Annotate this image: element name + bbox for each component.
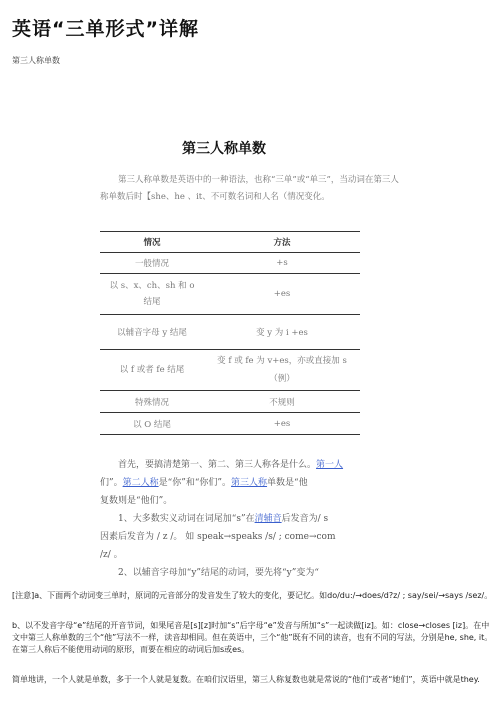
body-line: 1、大多数实义动词在词尾加“s”在清辅音后发音为/ s (118, 514, 329, 524)
table-row (100, 391, 360, 413)
table-row (100, 315, 360, 350)
link-second-person[interactable]: 第二人称 (122, 478, 159, 488)
table-cell: +s (204, 253, 360, 274)
table-row (100, 253, 360, 274)
link-third-person[interactable]: 第三人称 (231, 478, 268, 488)
table-cell: 以 O 结尾 (100, 413, 204, 435)
body-line: 首先，要搞清楚第一、第二、第三人称各是什么。第一人 (118, 460, 344, 470)
embed-intro: 第三人称单数是英语中的一种语法，也称“三单”或“单三”，当动词在第三人称单数后时【she、he 、it、不可数名词和人名（情况变化。 (100, 175, 399, 202)
body-line: 们”。第二人称是“你”和“你们”。第三人称单数是“他 (100, 478, 308, 488)
table-cell: 特殊情况 (100, 391, 204, 413)
body-line: 2、以辅音字母加“y”结尾的动词，要先将“y”变为“ (118, 568, 319, 578)
embedded-document-image (100, 130, 399, 590)
embed-body (100, 456, 360, 582)
note-paragraph-1: [注意]a、下面两个动词变三单时，原词的元音部分的发音发生了较大的变化，要记忆。如do/du:/→does/d?z/ ; say/sei/→says /sez/。 (12, 591, 493, 600)
table-cell: 变 f 或 fe 为 v+es，亦或直接加 s（例） (204, 350, 360, 391)
table-header-case: 情况 (100, 232, 204, 253)
note-paragraph-3: 简单地讲，一个人就是单数，多于一个人就是复数。在咱们汉语里，第三人称复数也就是常说的“他们”或者“她们”，英语中就是they. (12, 675, 480, 684)
page-subtitle: 第三人称单数 (12, 56, 60, 65)
table-row (100, 413, 360, 435)
table-cell: 以辅音字母 y 结尾 (100, 315, 204, 350)
body-line: /z/ 。 (100, 550, 123, 560)
table-cell: 以 s、x、ch、sh 和 o 结尾 (100, 274, 204, 315)
rules-table (100, 231, 360, 435)
table-cell: 变 y 为 i +es (204, 315, 360, 350)
link-first-person[interactable]: 第一人 (316, 460, 344, 470)
page-title: 英语“三单形式”详解 (12, 18, 199, 40)
table-header-row (100, 232, 360, 253)
body-line: 复数则是“他们”。 (100, 496, 173, 506)
table-cell: 不规则 (204, 391, 360, 413)
note-paragraph-2: b、以不发音字母“e”结尾的开音节词，如果尾音是[s][z]时加“s”后字母“e”发音与所加“s”一起读做[iz]。如：close→closes [iz]。在中文中第三人称单数的三个“他”写法不一样，读音却相同。但在英语中，三个“他”既有不同的读音，也有不同的写法，分别是he, she, it。在第三人称后不能使用动词的原形，而要在相应的动词后加s或es。 (12, 621, 493, 654)
body-line: 因素后发音为 / z /。 如 speak→speaks /s/ ; come→com (100, 532, 336, 542)
table-row (100, 350, 360, 391)
embed-title: 第三人称单数 (182, 141, 266, 157)
table-cell: 一般情况 (100, 253, 204, 274)
table-header-method: 方法 (204, 232, 360, 253)
link-voiceless-consonant[interactable]: 清辅音 (254, 514, 282, 524)
table-cell: 以 f 或者 fe 结尾 (100, 350, 204, 391)
table-cell: +es (204, 413, 360, 435)
table-row (100, 274, 360, 315)
table-cell: +es (204, 274, 360, 315)
